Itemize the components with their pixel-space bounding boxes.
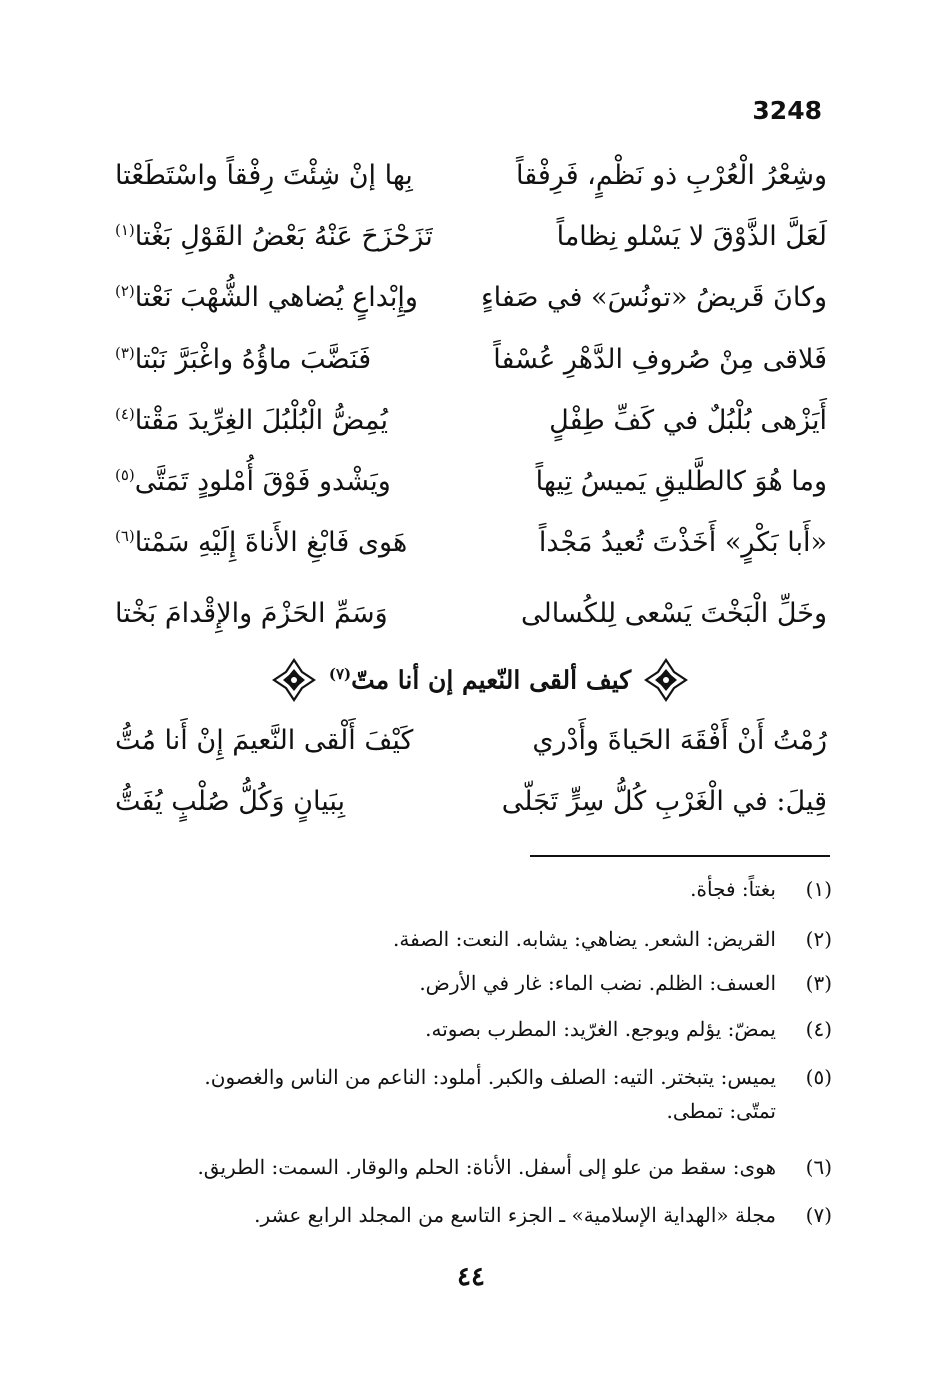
verse-first-hemistich: وما هُوَ كالطَّليقِ يَميسُ تِيهاً — [535, 465, 827, 497]
footnote-text: مجلة «الهداية الإسلامية» ـ الجزء التاسع من المجلد الرابع عشر. — [254, 1203, 776, 1227]
verse-second-hemistich — [115, 160, 455, 191]
footnote-divider — [530, 855, 830, 857]
footnote-continuation: تمتّى: تمطى. — [666, 1099, 776, 1123]
footnote — [112, 966, 832, 1000]
verse-second-hemistich — [115, 221, 455, 252]
verse-first-hemistich: فَلاقى مِنْ صُروفِ الدَّهْرِ عُسْفاً — [493, 343, 827, 375]
verse-text: بِها إنْ شِئْتَ رِفْقاً واسْتَطَعْتا — [115, 159, 413, 191]
page-number: ٤٤ — [457, 1262, 485, 1292]
footnote — [112, 1012, 832, 1046]
verse-line — [115, 206, 827, 266]
footnote-number: (٦) — [805, 1155, 832, 1179]
footnote-reference: (٢) — [115, 281, 135, 300]
verse-text: بِبَيانٍ وَكُلُّ صُلْبٍ يُفَتُّ — [115, 785, 346, 817]
verse-first-hemistich: أَيَزْهى بُلْبُلٌ في كَفِّ طِفْلٍ — [549, 404, 827, 436]
verse-first-hemistich: لَعَلَّ الذَّوْقَ لا يَسْلو نِظاماً — [556, 220, 827, 252]
poem-title — [329, 665, 631, 694]
verse-first-hemistich: «أَبا بَكْرٍ» أَخَذْتَ تُعيدُ مَجْداً — [538, 526, 827, 558]
verse-second-hemistich — [115, 725, 455, 756]
footnote-reference: (٣) — [115, 343, 135, 362]
footnote-number: (٣) — [805, 971, 832, 995]
footnote — [112, 872, 832, 906]
verse-second-hemistich — [115, 405, 455, 436]
verse-second-hemistich — [115, 282, 455, 313]
verse-line — [115, 771, 827, 831]
footnote-text: يمضّ: يؤلم ويوجع. الغرّيد: المطرب بصوته. — [425, 1017, 776, 1041]
footnote-reference: (٦) — [115, 526, 135, 545]
verse-first-hemistich: وخَلِّ الْبَخْتَ يَسْعى لِلكُسالى — [521, 597, 827, 629]
ornament-right-icon — [643, 657, 689, 703]
verse-text: تَزَحْزَحَ عَنْهُ بَعْضُ القَوْلِ بَغْتا — [134, 220, 433, 252]
footnote-text: القريض: الشعر. يضاهي: يشابه. النعت: الصفة. — [393, 927, 776, 951]
footnote-text: العسف: الظلم. نضب الماء: غار في الأرض. — [419, 971, 776, 995]
verse-line — [115, 145, 827, 205]
poem-heading — [270, 652, 690, 708]
footnote-line — [112, 1060, 832, 1094]
poem-title-text: كيف ألقى النّعيم إن أنا متّ — [351, 665, 632, 695]
verse-first-hemistich: قِيلَ: في الْغَرْبِ كُلُّ سِرٍّ تَجَلّى — [501, 785, 827, 817]
footnote — [112, 1198, 832, 1232]
footnote-number: (٧) — [805, 1203, 832, 1227]
verse-text: فَنَضَّبَ ماؤُهُ واغْبَرَّ نَبْتا — [134, 343, 372, 375]
verse-line — [115, 451, 827, 511]
footnote-reference: (٧) — [328, 665, 352, 684]
verse-line — [115, 390, 827, 450]
verse-first-hemistich: وكانَ قَريضُ «تونُسَ» في صَفاءٍ — [480, 281, 827, 313]
footnote-reference: (٥) — [115, 465, 135, 484]
footnote-number: (٥) — [805, 1065, 832, 1089]
verse-text: هَوى فَابْغِ الأَناةَ إِلَيْهِ سَمْتا — [134, 526, 408, 558]
footnote-reference: (١) — [115, 220, 135, 239]
verse-text: وَسَمِّ الحَزْمَ والإِقْدامَ بَخْتا — [115, 597, 388, 629]
verse-first-hemistich: وشِعْرُ الْعُرْبِ ذو نَظْمٍ، فَرِفْقاً — [516, 159, 827, 191]
verse-line — [115, 329, 827, 389]
verse-second-hemistich — [115, 344, 455, 375]
verse-second-hemistich — [115, 786, 455, 817]
footnote-text: هوى: سقط من علو إلى أسفل. الأناة: الحلم والوقار. السمت: الطريق. — [197, 1155, 776, 1179]
verse-text: يُمِضُّ الْبُلْبُلَ الغِرِّيدَ مَقْتا — [134, 404, 388, 436]
verse-line — [115, 710, 827, 770]
footnote-number: (١) — [805, 877, 832, 901]
verse-second-hemistich — [115, 527, 455, 558]
verse-line — [115, 267, 827, 327]
verse-first-hemistich: رُمْتُ أَنْ أَفْقَهَ الحَياةَ وأَدْري — [532, 724, 827, 756]
footnote-number: (٤) — [805, 1017, 832, 1041]
verse-text: ويَشْدو فَوْقَ أُمْلودٍ تَمَتَّى — [134, 465, 391, 497]
footnote-number: (٢) — [805, 927, 832, 951]
verse-text: كَيْفَ أَلْقى النَّعيمَ إِنْ أَنا مُتُّ — [115, 724, 414, 756]
footnote — [112, 1150, 832, 1184]
footnote-text: بغتاً: فجأة. — [690, 877, 776, 901]
footnote-text: يميس: يتبختر. التيه: الصلف والكبر. أملود: الناعم من الناس والغصون. — [204, 1065, 776, 1089]
footnote — [112, 1060, 832, 1128]
footnote — [112, 922, 832, 956]
verse-second-hemistich — [115, 598, 455, 629]
ornament-left-icon — [271, 657, 317, 703]
verse-line — [115, 512, 827, 572]
verse-line — [115, 583, 827, 643]
footnote-reference: (٤) — [115, 404, 135, 423]
verse-second-hemistich — [115, 466, 455, 497]
page-identifier: 3248 — [752, 96, 822, 125]
verse-text: وإِبْداعٍ يُضاهي الشُّهْبَ نَعْتا — [134, 281, 418, 313]
